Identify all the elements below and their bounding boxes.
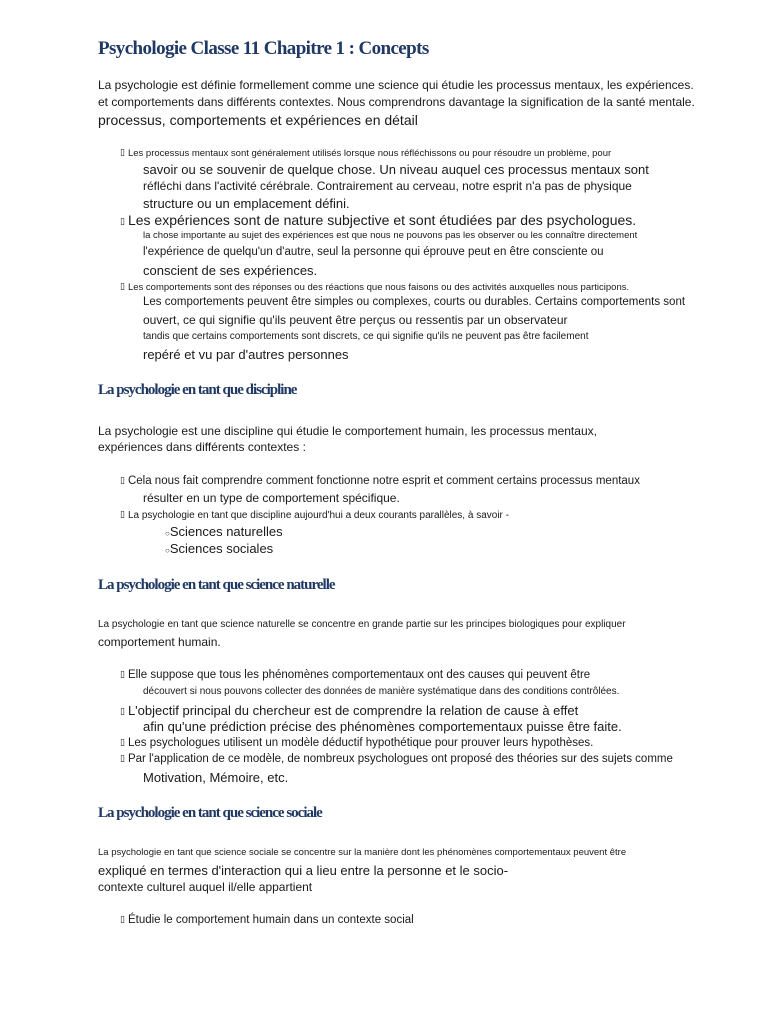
intro-line-2: et comportements dans différents contextes. Nous comprendrons davantage la signification de la santé mentale.	[98, 95, 695, 109]
list-item-continuation: réfléchi dans l'activité cérébrale. Contrairement au cerveau, notre esprit n'a pas de physique	[143, 179, 632, 193]
bullet-box-icon: ▯	[120, 754, 125, 764]
page-title: Psychologie Classe 11 Chapitre 1 : Concepts	[98, 38, 429, 59]
paragraph-line: comportement humain.	[98, 635, 221, 649]
bullet-box-icon: ▯	[120, 707, 125, 717]
paragraph-line: contexte culturel auquel il/elle appartient	[98, 880, 313, 894]
list-item: ▯ Les expériences sont de nature subjective et sont étudiées par des psychologues.	[120, 212, 637, 228]
paragraph-line: La psychologie est une discipline qui étudie le comportement humain, les processus mentaux,	[98, 424, 597, 438]
section-heading-social-science: La psychologie en tant que science sociale	[98, 805, 322, 821]
bullet-box-icon: ▯	[120, 148, 125, 158]
list-item: ▯ La psychologie en tant que discipline aujourd'hui a deux courants parallèles, à savoir -	[120, 510, 509, 521]
section-heading-discipline: La psychologie en tant que discipline	[98, 382, 297, 398]
list-item-continuation: afin qu'une prédiction précise des phénomènes comportementaux puisse être faite.	[143, 719, 622, 734]
list-item-continuation: l'expérience de quelqu'un d'autre, seul la personne qui éprouve peut en être consciente ou	[143, 246, 604, 258]
list-item: ▯ Cela nous fait comprendre comment fonctionne notre esprit et comment certains processus mentaux	[120, 475, 640, 487]
intro-line-1: La psychologie est définie formellement comme une science qui étudie les processus mentaux, les expériences.	[98, 78, 694, 92]
bullet-box-icon: ▯	[120, 670, 125, 680]
list-item: ▯ Les psychologues utilisent un modèle déductif hypothétique pour prouver leurs hypothèses.	[120, 737, 594, 749]
bullet-box-icon: ▯	[120, 476, 125, 486]
list-item-continuation: structure ou un emplacement défini.	[143, 196, 350, 211]
list-item: ▯ Par l'application de ce modèle, de nombreux psychologues ont proposé des théories sur des sujets comme	[120, 753, 673, 765]
bullet-box-icon: ▯	[120, 915, 125, 925]
circle-bullet-icon: ○	[165, 529, 170, 538]
bullet-box-icon: ▯	[120, 217, 125, 227]
list-item: ▯ Les processus mentaux sont généralement utilisés lorsque nous réfléchissons ou pour résoudre un problème, pour	[120, 148, 612, 159]
bullet-box-icon: ▯	[120, 738, 125, 748]
list-item: ▯ Les comportements sont des réponses ou des réactions que nous faisons ou des activités auxquelles nous participons.	[120, 282, 630, 293]
paragraph-line: La psychologie en tant que science sociale se concentre sur la manière dont les phénomènes comportementaux peuvent être	[98, 847, 627, 858]
paragraph-line: expériences dans différents contextes :	[98, 440, 306, 454]
intro-line-3: processus, comportements et expériences en détail	[98, 112, 418, 128]
list-item-continuation: résulter en un type de comportement spécifique.	[143, 491, 400, 505]
circle-bullet-icon: ○	[165, 546, 170, 555]
bullet-box-icon: ▯	[120, 510, 125, 520]
list-item-continuation: ouvert, ce qui signifie qu'ils peuvent être perçus ou ressentis par un observateur	[143, 313, 568, 327]
bullet-box-icon: ▯	[120, 282, 125, 292]
list-item-continuation: Les comportements peuvent être simples ou complexes, courts ou durables. Certains comportements sont	[143, 296, 686, 308]
list-item: ▯ Étudie le comportement humain dans un contexte social	[120, 914, 414, 926]
list-item-continuation: découvert si nous pouvons collecter des données de manière systématique dans des conditions contrôlées.	[143, 686, 620, 697]
list-item-continuation: tandis que certains comportements sont discrets, ce qui signifie qu'ils ne peuvent pas être facilement	[143, 331, 589, 342]
list-item: ▯ L'objectif principal du chercheur est de comprendre la relation de cause à effet	[120, 703, 579, 718]
list-item-continuation: savoir ou se souvenir de quelque chose. Un niveau auquel ces processus mentaux sont	[143, 162, 649, 177]
sub-list-item: ○Sciences sociales	[165, 541, 274, 556]
sub-list-item: ○Sciences naturelles	[165, 524, 283, 539]
list-item: ▯ Elle suppose que tous les phénomènes comportementaux ont des causes qui peuvent être	[120, 669, 591, 681]
paragraph-line: expliqué en termes d'interaction qui a lieu entre la personne et le socio-	[98, 863, 509, 878]
list-item-continuation: la chose importante au sujet des expériences est que nous ne pouvons pas les observer ou les connaître directement	[143, 230, 638, 241]
section-heading-natural-science: La psychologie en tant que science naturelle	[98, 577, 335, 593]
paragraph-line: La psychologie en tant que science naturelle se concentre en grande partie sur les principes biologiques pour expliquer	[98, 619, 626, 630]
list-item-continuation: conscient de ses expériences.	[143, 263, 318, 278]
list-item-continuation: Motivation, Mémoire, etc.	[143, 770, 289, 785]
list-item-continuation: repéré et vu par d'autres personnes	[143, 347, 349, 362]
